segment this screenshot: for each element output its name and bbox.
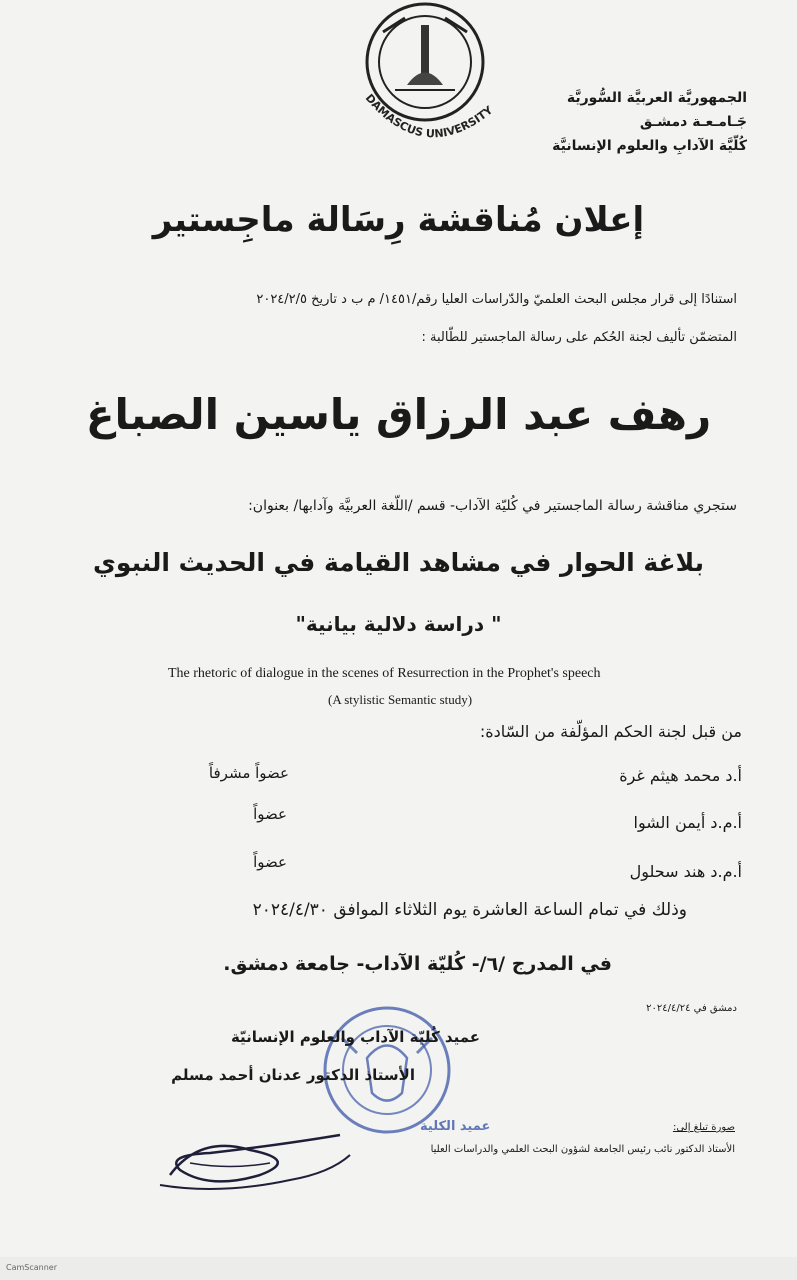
date-note: دمشق في ٢٠٢٤/٤/٢٤ [646,1003,737,1014]
schedule-place: في المدرج /٦/- كُليّة الآداب- جامعة دمشق. [223,953,612,975]
member-3-name: أ.م.د هند سحلول [629,862,742,881]
member-2-role: عضواً [253,805,287,823]
copy-label: صورة تبلغ إلى: [672,1122,735,1133]
header-faculty: كُلّيَّة الآدابِ والعلوم الإنسانيَّة [552,138,747,154]
header-university: جَـامـعـة دمشـق [639,114,747,130]
committee-formation-line: المتضمّن تأليف لجنة الحُكم على رسالة الماجستير للطّالبة : [421,330,737,345]
signature-title: عميد كُليّة الآداب والعلوم الإنسانيّة [230,1028,480,1046]
signature-name: الأستاذ الدكتور عدنان أحمد مسلم [171,1066,415,1084]
stamp-label: عميد الكلية [420,1119,491,1134]
member-1-name: أ.د محمد هيثم غرة [619,766,742,785]
thesis-title-ar: بلاغة الحوار في مشاهد القيامة في الحديث النبوي [93,548,704,577]
header-country: الجمهوريَّة العربيَّة السُّوريَّة [566,90,747,106]
member-3-role: عضواً [253,853,287,871]
committee-intro: من قبل لجنة الحكم المؤلّفة من السّادة: [479,722,742,741]
student-name: رهف عبد الرزاق ياسين الصباغ [85,390,712,439]
member-2-name: أ.م.د أيمن الشوا [633,813,742,832]
university-logo [345,0,515,160]
thesis-title-en: The rhetoric of dialogue in the scenes of Resurrection in the Prophet's speech [168,666,601,681]
logo-caption: DAMASCUS UNIVERSITY [362,91,496,141]
schedule-time: وذلك في تمام الساعة العاشرة يوم الثلاثاء الموافق ٢٠٢٤/٤/٣٠ [252,900,687,920]
thesis-subtitle-en: (A stylistic Semantic study) [328,692,473,707]
handwritten-signature [140,1115,360,1205]
decision-line: استنادًا إلى قرار مجلس البحث العلميّ والدّراسات العليا رقم/١٤٥١/ م ب د تاريخ ٢٠٢٤/٢/٥ [256,292,737,307]
page-title: إعلان مُناقشة رِسَالة ماجِستير [152,200,645,240]
department-line: ستجري مناقشة رسالة الماجستير في كُليّة الآداب- قسم /اللّغة العربيَّة وآدابها/ بعنوان: [248,498,737,514]
copy-recipient: الأستاذ الدكتور نائب رئيس الجامعة لشؤون البحث العلمي والدراسات العليا [430,1144,735,1155]
scanner-footer [0,1257,797,1280]
member-1-role: عضواً مشرفاً [208,764,289,782]
thesis-subtitle-ar: " دراسة دلالية بيانية" [295,612,502,636]
scanner-mark: CamScanner [6,1263,58,1272]
